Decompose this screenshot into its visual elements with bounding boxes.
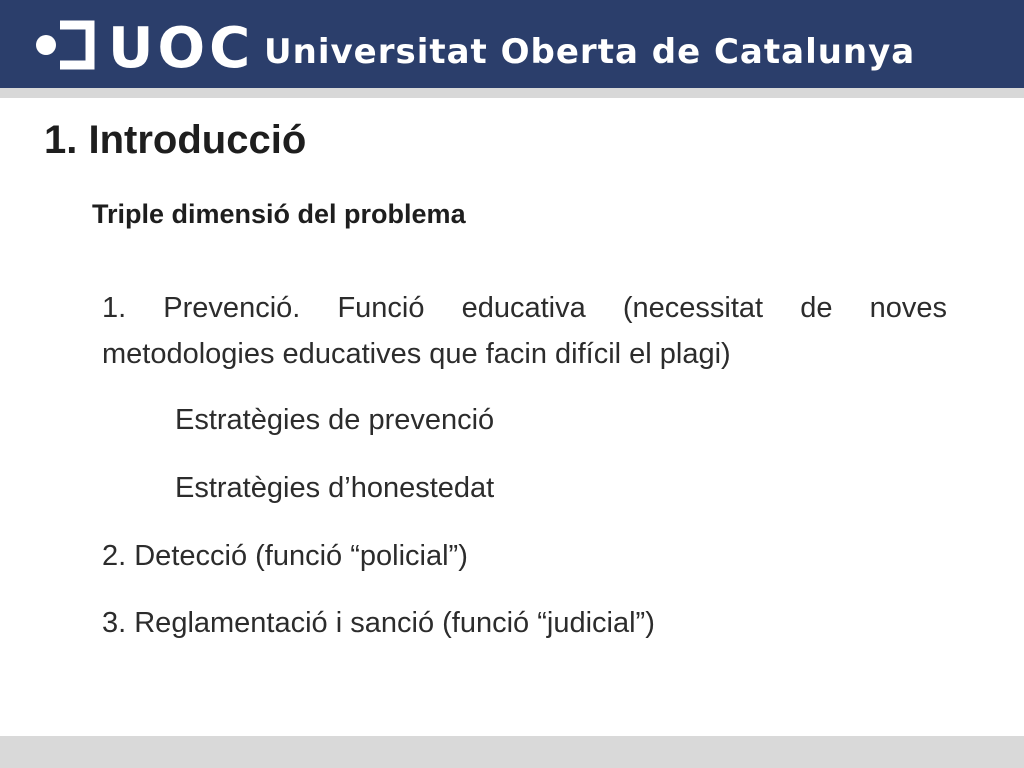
- list-item-deteccio: 2. Detecció (funció “policial”): [102, 540, 468, 572]
- slide-subtitle: Triple dimensió del problema: [92, 199, 466, 229]
- footer-bar: [0, 736, 1024, 768]
- list-item-reglamentacio: 3. Reglamentació i sanció (funció “judicial”): [102, 607, 655, 639]
- list-item-prevencio: 1. Prevenció. Funció educativa (necessitat de noves metodologies educatives que facin difícil el plagi): [102, 292, 947, 370]
- uoc-logo: [30, 15, 270, 75]
- header-bar: [0, 0, 1024, 88]
- slide-title: 1. Introducció: [44, 118, 307, 162]
- header-divider: [0, 88, 1024, 98]
- logo-text: UOC: [108, 16, 255, 75]
- university-name: Universitat Oberta de Catalunya: [264, 32, 916, 72]
- list-subitem-prevencio-strategies: Estratègies de prevenció: [175, 404, 495, 436]
- list-subitem-honestedat-strategies: Estratègies d’honestedat: [175, 472, 495, 504]
